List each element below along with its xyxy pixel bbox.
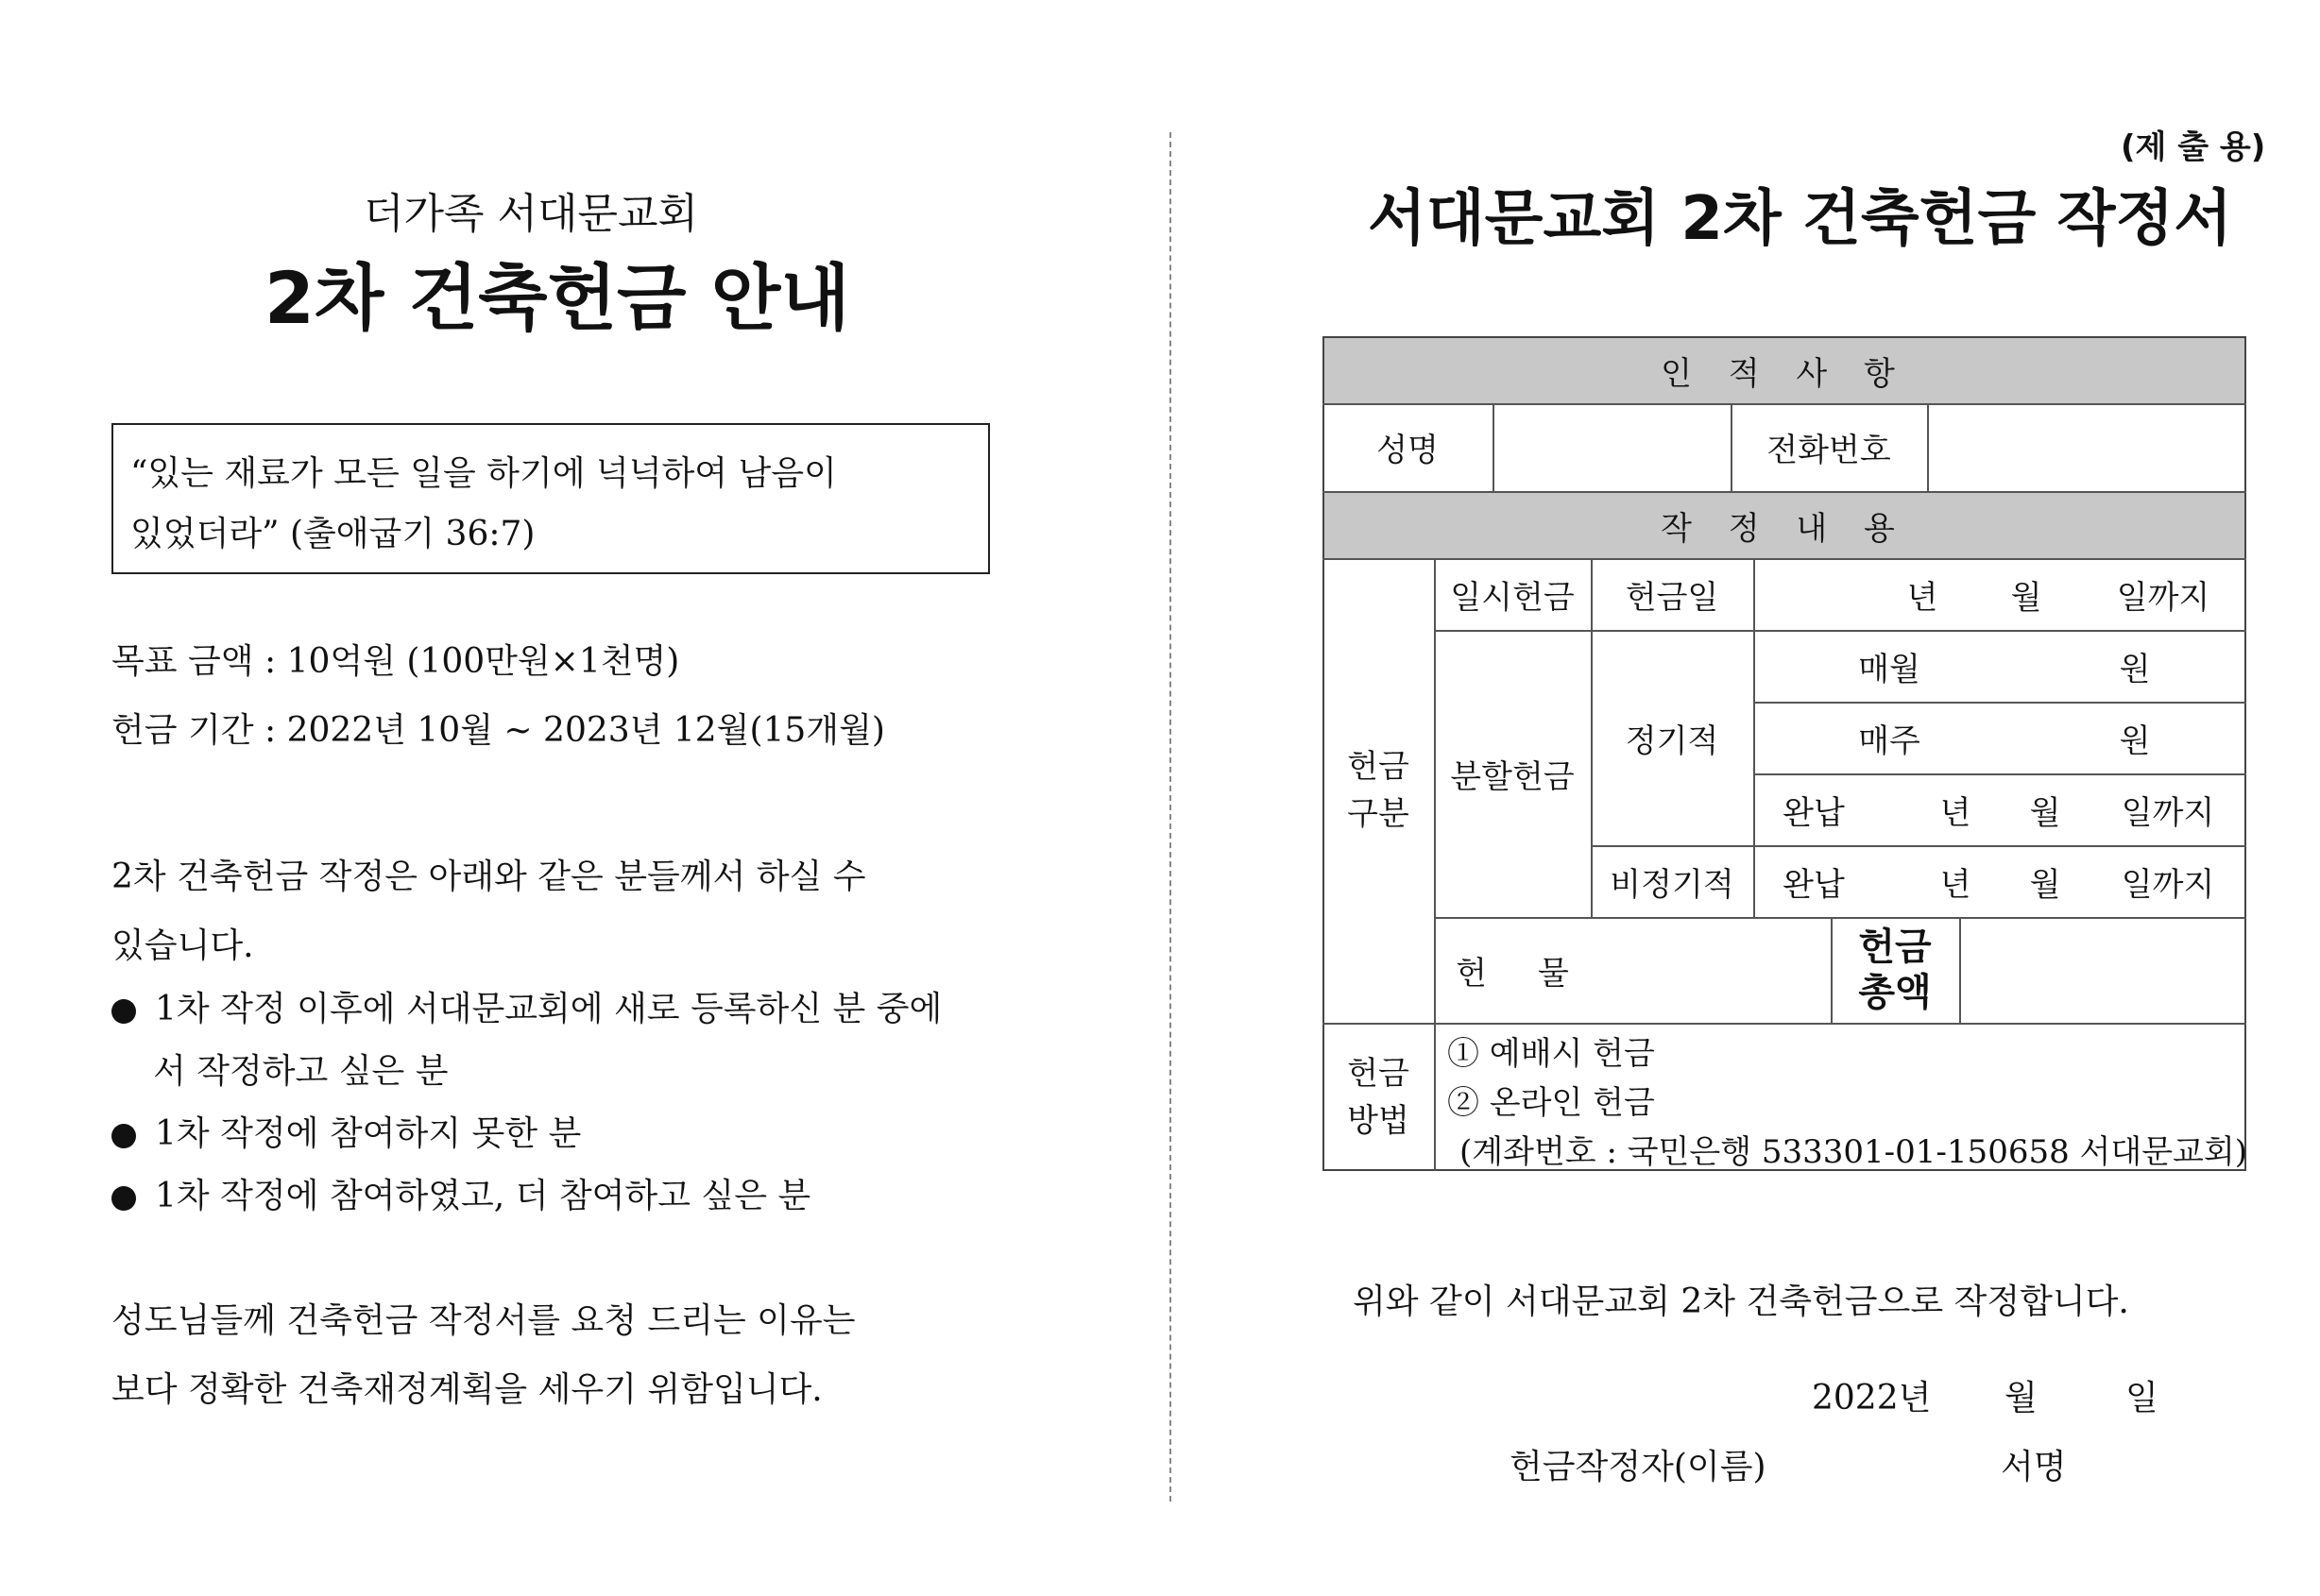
method-worship: ① 예배시 헌금: [1447, 1035, 1655, 1073]
one-time-offering-label: 일시헌금: [1450, 578, 1575, 617]
reason-line-2: 보다 정확한 건축재정계획을 세우기 위함입니다.: [111, 1370, 823, 1409]
monthly-label: 매월: [1858, 650, 1920, 688]
reason-line-1: 성도님들께 건축헌금 작정서를 요청 드리는 이유는: [111, 1301, 856, 1340]
weekly-label: 매주: [1858, 722, 1920, 760]
method-label: 헌금 방법: [1347, 1054, 1409, 1140]
won-label: 원: [2119, 722, 2151, 760]
personal-info-header: 인 적 사 항: [1661, 354, 1908, 393]
completion-label: 완납: [1783, 793, 1845, 832]
bullet-item-3: 1차 작정에 참여하였고, 더 참여하고 싶은 분: [111, 1169, 810, 1217]
goal-amount: 목표 금액 : 10억원 (100만원×1천명): [111, 642, 680, 681]
form-title: 서대문교회 2차 건축헌금 작정서: [1368, 184, 2233, 254]
eligibility-line-2: 있습니다.: [111, 926, 254, 965]
total-amount-field[interactable]: [1959, 917, 2246, 1023]
date-month: 월: [2004, 1379, 2038, 1418]
signature-label: 서명: [2001, 1448, 2067, 1486]
until-day-label: 일까지: [2121, 793, 2215, 832]
offering-date-label: 헌금일: [1625, 578, 1719, 617]
installment-offering-label: 분할헌금: [1450, 757, 1575, 796]
eligibility-line-1: 2차 건축헌금 작정은 아래와 같은 분들께서 하실 수: [111, 857, 866, 896]
regular-label: 정기적: [1625, 722, 1719, 760]
phone-label: 전화번호: [1766, 432, 1891, 469]
year-label: 년: [1939, 793, 1971, 832]
until-day-label: 일까지: [2121, 865, 2215, 904]
name-label: 성명: [1376, 432, 1439, 469]
quote-line-2: 있었더라” (출애굽기 36:7): [130, 515, 536, 553]
month-label: 월: [2029, 865, 2061, 904]
church-title: 더가족 서대문교회: [364, 190, 699, 238]
irregular-label: 비정기적: [1610, 865, 1734, 904]
category-label: 헌금 구분: [1347, 748, 1409, 833]
submit-copy-label: (제 출 용): [2121, 128, 2266, 166]
completion-label: 완납: [1783, 865, 1845, 904]
offering-period: 헌금 기간 : 2022년 10월 ~ 2023년 12월(15개월): [111, 711, 885, 750]
date-day: 일: [2125, 1379, 2158, 1418]
in-kind-label: 헌 물: [1456, 954, 1569, 993]
main-title: 2차 건축헌금 안내: [264, 256, 850, 340]
won-label: 원: [2119, 650, 2151, 688]
bullet-item-2: 1차 작정에 참여하지 못한 분: [111, 1107, 581, 1155]
bullet-item-1-cont: 서 작정하고 싶은 분: [153, 1052, 449, 1091]
month-label: 월: [2029, 793, 2061, 832]
bullet-item-1: 1차 작정 이후에 서대문교회에 새로 등록하신 분 중에: [111, 982, 942, 1030]
quote-line-1: “있는 재료가 모든 일을 하기에 넉넉하여 남음이: [130, 454, 837, 493]
date-year: 2022년: [1812, 1379, 1932, 1418]
bank-account: (계좌번호 : 국민은행 533301-01-150658 서대문교회): [1459, 1133, 2248, 1171]
until-day-label: 일까지: [2116, 578, 2210, 617]
phone-field[interactable]: [1927, 403, 2246, 491]
name-field[interactable]: [1493, 403, 1731, 491]
in-kind-field[interactable]: [1591, 917, 1831, 1023]
method-online: ② 온라인 헌금: [1447, 1084, 1655, 1122]
total-amount-label: 헌금 총액: [1858, 925, 1932, 1014]
month-label: 월: [2010, 578, 2042, 617]
declaration-text: 위와 같이 서대문교회 2차 건축헌금으로 작정합니다.: [1353, 1282, 2129, 1321]
signer-label: 헌금작정자(이름): [1510, 1448, 1766, 1486]
pledge-content-header: 작 정 내 용: [1661, 509, 1908, 548]
year-label: 년: [1939, 865, 1971, 904]
year-label: 년: [1906, 578, 1938, 617]
